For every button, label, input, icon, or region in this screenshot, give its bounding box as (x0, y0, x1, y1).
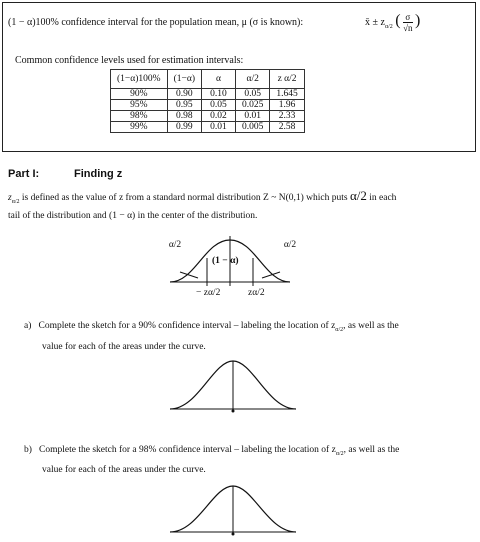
table-cell: 0.05 (235, 89, 269, 100)
table-cell: 0.95 (167, 100, 201, 111)
left-tail-label: α/2 (168, 240, 182, 250)
ci-formula-main: x̄ ± z (365, 17, 385, 28)
right-tail-label: α/2 (283, 240, 297, 250)
blank-normal-curve-a (168, 355, 298, 415)
table-row (111, 122, 305, 133)
table-cell: 0.005 (235, 122, 269, 133)
table-cell: 1.645 (270, 89, 304, 100)
ci-formula-frac-top: σ (403, 12, 412, 23)
table-cell: 0.99 (167, 122, 201, 133)
definition-z: z (8, 193, 12, 203)
part-title: Finding z (74, 168, 123, 180)
question-a-text: Complete the sketch for a 90% confidence interval – labeling the location of z (38, 321, 336, 331)
left-z-label: − zα/2 (196, 288, 221, 298)
confidence-levels-table (110, 69, 305, 133)
table-cell: 99% (111, 122, 168, 133)
blank-normal-curve-b (168, 480, 298, 540)
table-cell: 98% (111, 111, 168, 122)
table-header: α (202, 70, 236, 89)
question-a-end: , as well as the (343, 321, 399, 331)
question-b-line-2: value for each of the areas under the curve. (42, 465, 206, 475)
table-cell: 0.02 (202, 111, 236, 122)
question-b-end: , as well as the (343, 445, 400, 455)
question-b-line-1 (24, 444, 399, 460)
ci-statement: (1 − α)100% confidence interval for the population mean, μ (σ is known): (8, 17, 304, 28)
question-b-text: Complete the sketch for a 98% confidence interval – labeling the location of z (39, 445, 336, 455)
definition-line-2: tail of the distribution and (1 − α) in the center of the distribution. (8, 211, 258, 221)
ci-formula-sub: α/2 (384, 24, 393, 30)
table-cell: 0.98 (167, 111, 201, 122)
part-label: Part I: (8, 168, 40, 180)
table-cell: 0.05 (202, 100, 236, 111)
levels-caption: Common confidence levels used for estimation intervals: (15, 55, 244, 66)
definition-end: in each (369, 193, 397, 203)
right-z-label: zα/2 (248, 288, 265, 298)
table-cell: 0.10 (202, 89, 236, 100)
table-cell: 2.33 (270, 111, 304, 122)
question-a-line-1 (24, 320, 399, 336)
center-point (232, 533, 235, 536)
table-cell: 1.96 (270, 100, 304, 111)
table-cell: 90% (111, 89, 168, 100)
table-header: (1−α)100% (111, 70, 168, 89)
center-area-label: (1 − α) (212, 256, 239, 266)
definition-text: is defined as the value of z from a standard normal distribution Z ~ N(0,1) which puts (21, 193, 348, 203)
table-cell: 0.025 (235, 100, 269, 111)
table-cell: 0.01 (235, 111, 269, 122)
ci-formula-frac-bottom: √n (403, 23, 413, 34)
table-row (111, 111, 305, 122)
table-row (111, 89, 305, 100)
table-cell: 0.90 (167, 89, 201, 100)
table-cell: 95% (111, 100, 168, 111)
table-header: z α/2 (270, 70, 304, 89)
center-point (232, 410, 235, 413)
table-header: (1−α) (167, 70, 201, 89)
question-b-label: b) (24, 445, 32, 455)
table-header-row (111, 70, 305, 89)
table-row (111, 100, 305, 111)
question-a-line-2: value for each of the areas under the curve. (42, 342, 206, 352)
question-a-sub: α/2 (335, 326, 344, 333)
question-a-label: a) (24, 321, 32, 331)
table-cell: 2.58 (270, 122, 304, 133)
definition-line-1 (8, 190, 474, 208)
table-cell: 0.01 (202, 122, 236, 133)
definition-frac: α/2 (349, 188, 367, 203)
ci-formula: x̄ ± $z_{\alpha/2}$ ( $\frac{\sigma}{√n}$ ) (365, 12, 421, 34)
definition-z-sub: α/2 (11, 198, 20, 205)
table-header: α/2 (235, 70, 269, 89)
question-b-sub: α/2 (335, 450, 344, 457)
